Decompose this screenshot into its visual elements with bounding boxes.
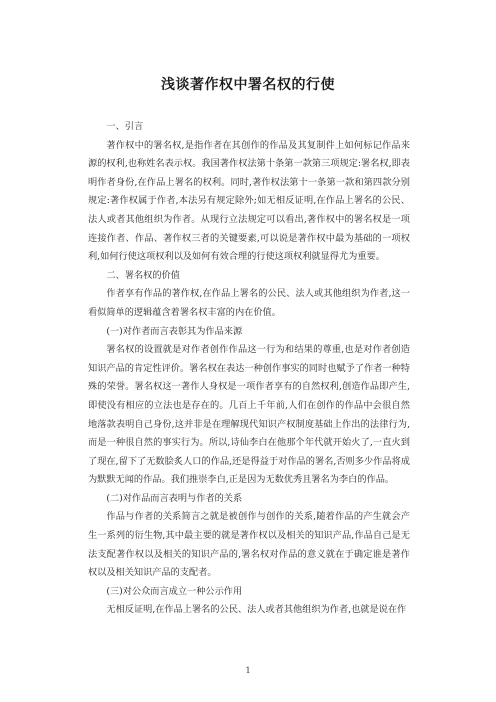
section-heading: 一、引言 (106, 121, 144, 132)
subsection-heading: (一)对作者而言表彰其为作品来源 (106, 325, 243, 337)
paragraph: 著作权中的署名权,是指作者在其创作的作品及其复制件上如何标记作品来源的权利,也称姓名表示权。我国著作权法第十条第一款第三项规定:署名权,即表明作者身份,在作品上署名的权利。同时,著作权法第十一条第一款和第四款分别规定:著作权属于作者,本法另有规定除外;如无相反证明,在作品上署名的公民、法人或者其他组织为作者。从现行立法规定可以看出,著作权中的署名权是一项连接作者、作品、著作权三者的关键要素,可以说是著作权中最为基础的一项权利,如何行使这项权利以及如何有效合理的行使这项权利就显得尤为重要。 (88, 139, 410, 263)
paragraph: 作品与作者的关系简言之就是被创作与创作的关系,随着作品的产生就会产生一系列的衍生物,其中最主要的就是著作权以及相关的知识产品,作品自己是无法支配著作权以及相关的知识产品的,署名权对作品的意义就在于确定谁是著作权以及相关知识产品的支配者。 (88, 511, 410, 579)
subsection-heading: (二)对作品而言表明与作者的关系 (106, 492, 243, 504)
paragraph: 无相反证明,在作品上署名的公民、法人或者其他组织为作者,也就是说在作 (106, 604, 407, 616)
section-heading: 二、署名权的价值 (106, 269, 180, 281)
paragraph: 署名权的设置就是对作者创作作品这一行为和结果的尊重,也是对作者创造知识产品的肯定性评价。署名权在表达一种创作事实的同时也赋予了作者一种特殊的荣誉。署名权这一著作人身权是一项作者享有的自然权利,创造作品即产生,即使没有相应的立法也是存在的。几百上千年前,人们在创作的作品中会很自然地落款表明自己身份,这并非是在理解现代知识产权制度基础上作出的法律行为,而是一种很自然的事实行为。所以,诗仙李白在他那个年代就开始火了,一直火到了现在,留下了无数脍炙人口的作品,还是得益于对作品的署名,否则多少作品将成为默默无闻的作品。我们推崇李白,正是因为无数优秀且署名为李白的作品。 (88, 344, 410, 486)
paragraph: 作者享有作品的著作权,在作品上署名的公民、法人或其他组织为作者,这一看似简单的逻辑蕴含着署名权丰富的内在价值。 (88, 288, 410, 318)
document-body (88, 118, 410, 620)
document-title: 浅谈著作权中署名权的行使 (161, 77, 335, 93)
subsection-heading: (三)对公众而言成立一种公示作用 (106, 585, 243, 597)
page-number: 1 (245, 666, 251, 675)
